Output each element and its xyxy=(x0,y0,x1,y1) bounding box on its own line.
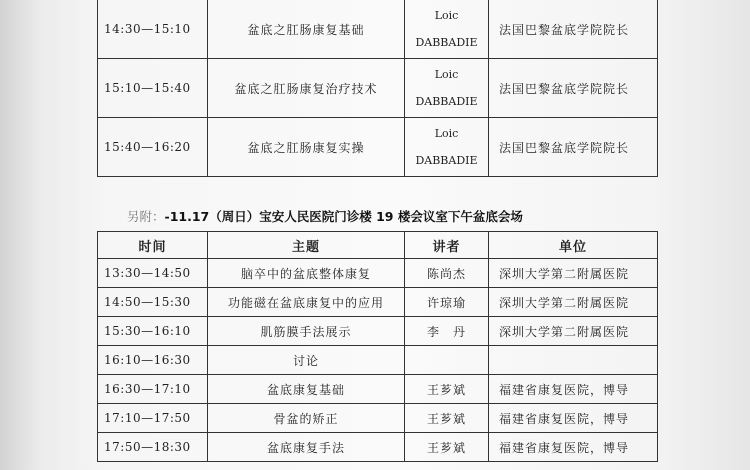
unit-cell: 深圳大学第二附属医院 xyxy=(489,317,658,346)
speaker-last-name: DABBADIE xyxy=(415,154,478,167)
speaker-cell: 王芗斌 xyxy=(405,404,489,433)
speaker-first-name: Loic xyxy=(434,68,459,81)
schedule-table-bottom xyxy=(97,231,658,462)
unit-cell: 法国巴黎盆底学院院长 xyxy=(489,59,658,118)
table-row xyxy=(98,404,658,433)
table-row xyxy=(98,346,658,375)
table-row xyxy=(98,433,658,462)
table-row xyxy=(98,288,658,317)
time-cell: 15:40—16:20 xyxy=(98,118,208,177)
table-row xyxy=(98,375,658,404)
header-speaker: 讲者 xyxy=(405,232,489,259)
note-label: 另附： xyxy=(127,209,165,224)
topic-cell: 讨论 xyxy=(208,346,405,375)
table-row xyxy=(98,0,658,59)
speaker-cell: 陈尚杰 xyxy=(405,259,489,288)
topic-cell: 盆底之肛肠康复基础 xyxy=(208,0,405,59)
time-cell: 17:50—18:30 xyxy=(98,433,208,462)
topic-cell: 肌筋膜手法展示 xyxy=(208,317,405,346)
speaker-first-name: Loic xyxy=(434,9,459,22)
speaker-last-name: DABBADIE xyxy=(415,95,478,108)
time-cell: 14:30—15:10 xyxy=(98,0,208,59)
unit-cell: 法国巴黎盆底学院院长 xyxy=(489,0,658,59)
topic-cell: 盆底康复手法 xyxy=(208,433,405,462)
topic-cell: 盆底之肛肠康复实操 xyxy=(208,118,405,177)
venue-title: -11.17（周日）宝安人民医院门诊楼 19 楼会议室下午盆底会场 xyxy=(164,209,523,224)
table-row xyxy=(98,118,658,177)
time-cell: 13:30—14:50 xyxy=(98,259,208,288)
time-cell: 15:10—15:40 xyxy=(98,59,208,118)
speaker-first-name: Loic xyxy=(434,127,459,140)
unit-cell: 深圳大学第二附属医院 xyxy=(489,288,658,317)
topic-cell: 骨盆的矫正 xyxy=(208,404,405,433)
table-row xyxy=(98,59,658,118)
speaker-cell: 许琼瑜 xyxy=(405,288,489,317)
speaker-cell xyxy=(405,59,489,118)
topic-cell: 盆底康复基础 xyxy=(208,375,405,404)
time-cell: 15:30—16:10 xyxy=(98,317,208,346)
speaker-last-name: DABBADIE xyxy=(415,36,478,49)
time-cell: 16:30—17:10 xyxy=(98,375,208,404)
topic-cell: 功能磁在盆底康复中的应用 xyxy=(208,288,405,317)
header-unit: 单位 xyxy=(489,232,658,259)
unit-cell: 福建省康复医院，博导 xyxy=(489,433,658,462)
speaker-cell xyxy=(405,346,489,375)
topic-cell: 盆底之肛肠康复治疗技术 xyxy=(208,59,405,118)
time-cell: 17:10—17:50 xyxy=(98,404,208,433)
table-row xyxy=(98,259,658,288)
unit-cell: 法国巴黎盆底学院院长 xyxy=(489,118,658,177)
speaker-cell: 王芗斌 xyxy=(405,433,489,462)
table-row xyxy=(98,317,658,346)
time-cell: 16:10—16:30 xyxy=(98,346,208,375)
schedule-table-top xyxy=(97,0,658,177)
speaker-cell: 王芗斌 xyxy=(405,375,489,404)
unit-cell xyxy=(489,346,658,375)
header-topic: 主题 xyxy=(208,232,405,259)
speaker-cell xyxy=(405,0,489,59)
unit-cell: 福建省康复医院，博导 xyxy=(489,375,658,404)
unit-cell: 深圳大学第二附属医院 xyxy=(489,259,658,288)
unit-cell: 福建省康复医院，博导 xyxy=(489,404,658,433)
speaker-cell xyxy=(405,118,489,177)
time-cell: 14:50—15:30 xyxy=(98,288,208,317)
header-time: 时间 xyxy=(98,232,208,259)
speaker-cell: 李 丹 xyxy=(405,317,489,346)
venue-note xyxy=(127,207,523,225)
table-header-row xyxy=(98,232,658,259)
topic-cell: 脑卒中的盆底整体康复 xyxy=(208,259,405,288)
